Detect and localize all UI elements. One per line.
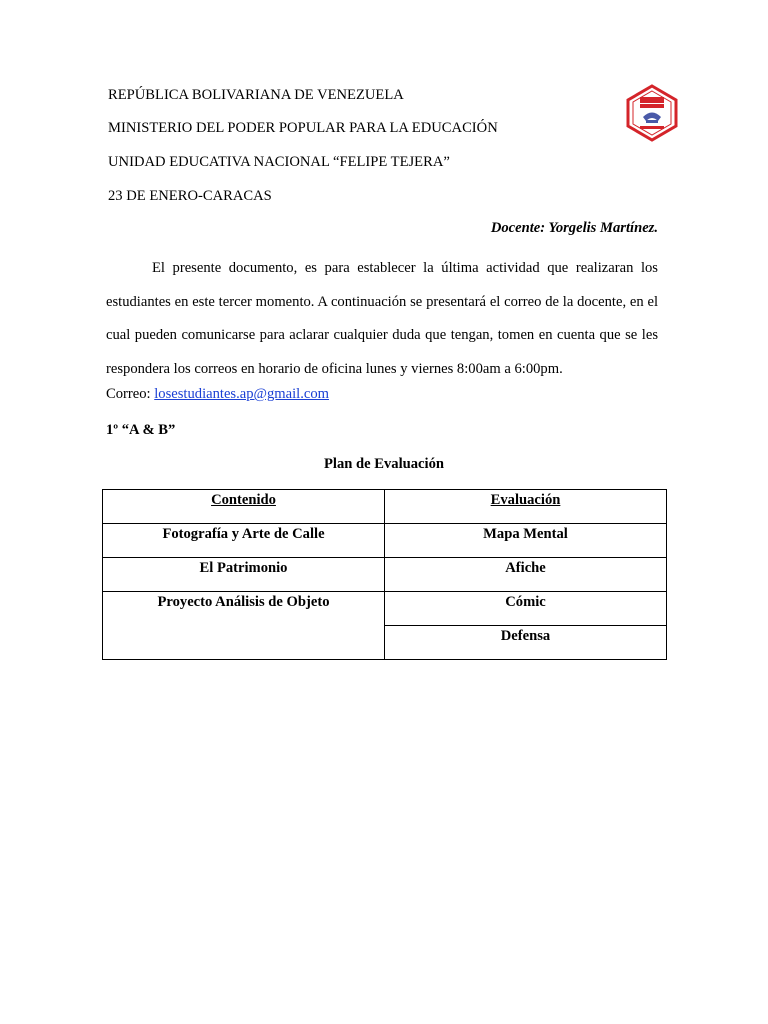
intro-paragraph-text: El presente documento, es para establecer la última actividad que realizaran los estudiantes en este tercer momento. A continuación se presentará el correo de la docente, en el cual pueden comunicarse para aclarar cualquier duda que tengan, tomen en cuenta que se les respondera los correos en horario de oficina lunes y viernes 8:00am a 6:00pm. [106, 260, 658, 377]
intro-paragraph [106, 252, 658, 386]
header-republic: REPÚBLICA BOLIVARIANA DE VENEZUELA [108, 87, 404, 103]
email-label: Correo: [106, 386, 155, 402]
grade-label: 1º “A & B” [106, 422, 176, 438]
table-row [103, 524, 667, 558]
cell-evaluacion: Defensa [385, 626, 667, 660]
cell-contenido: Proyecto Análisis de Objeto [103, 592, 385, 660]
school-logo [624, 84, 680, 142]
email-line [106, 385, 329, 403]
cell-evaluacion: Mapa Mental [385, 524, 667, 558]
header-evaluacion: Evaluación [385, 490, 667, 524]
cell-contenido: Fotografía y Arte de Calle [103, 524, 385, 558]
cell-contenido: El Patrimonio [103, 558, 385, 592]
table-row [103, 558, 667, 592]
evaluation-plan-table [102, 489, 667, 660]
email-link[interactable]: losestudiantes.ap@gmail.com [154, 386, 329, 402]
header-contenido: Contenido [103, 490, 385, 524]
teacher-name: Docente: Yorgelis Martínez. [490, 220, 658, 236]
cell-evaluacion: Afiche [385, 558, 667, 592]
plan-title: Plan de Evaluación [323, 456, 444, 472]
table-row [103, 592, 667, 626]
header-school: UNIDAD EDUCATIVA NACIONAL “FELIPE TEJERA” [108, 154, 450, 170]
cell-evaluacion: Cómic [385, 592, 667, 626]
header-location: 23 DE ENERO-CARACAS [108, 188, 272, 204]
header-ministry: MINISTERIO DEL PODER POPULAR PARA LA EDUCACIÓN [108, 120, 498, 136]
table-header-row [103, 490, 667, 524]
